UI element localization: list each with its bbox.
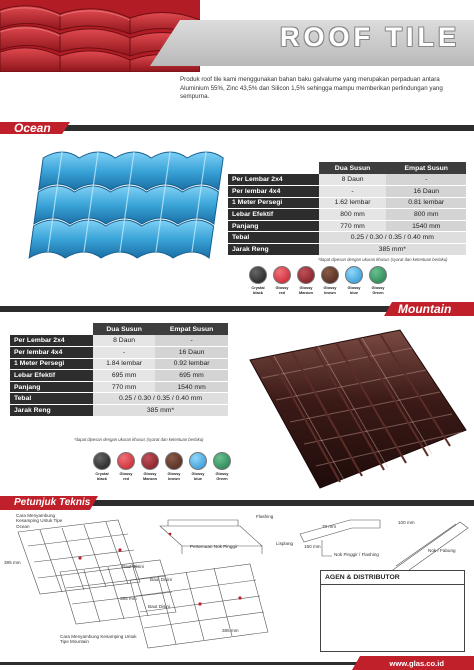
label-lisplang: Lisplang bbox=[276, 541, 294, 546]
mountain-color-swatches bbox=[92, 452, 232, 481]
swatch-name: Glossy blue bbox=[191, 471, 205, 481]
ocean-section-bar bbox=[0, 122, 474, 134]
row-label: Tebal bbox=[228, 232, 319, 244]
petunjuk-title: Petunjuk Teknis bbox=[14, 497, 91, 508]
table-row bbox=[10, 358, 228, 370]
cell-empat: 16 Daun bbox=[155, 347, 228, 359]
swatch-name: Glossy Maroon bbox=[142, 471, 158, 481]
swatch-name: Glossy Green bbox=[371, 285, 385, 295]
swatch-glossy-blue bbox=[188, 452, 208, 481]
table-row bbox=[10, 370, 228, 382]
swatch-glossy-brown bbox=[320, 266, 340, 295]
table-header-empty-susun: Empat Susun bbox=[386, 162, 466, 174]
label-nok-fabung: Nok / Fabung bbox=[428, 548, 456, 553]
label-nok-flashing: Nok Pinggir / Flashing bbox=[334, 552, 379, 557]
row-label: Per Lembar 2x4 bbox=[10, 335, 93, 347]
swatch-name: Glossy blue bbox=[347, 285, 361, 295]
table-row bbox=[228, 244, 466, 256]
page-title: ROOF TILE bbox=[280, 22, 460, 52]
label-baut-2: Baut Disini bbox=[150, 577, 172, 582]
swatch-name: Glossy red bbox=[275, 285, 289, 295]
table-row bbox=[228, 197, 466, 209]
label-nok-pinggir: Pertemuan Nok Pinggir bbox=[190, 544, 238, 549]
cell-empat: 695 mm bbox=[155, 370, 228, 382]
table-row bbox=[228, 209, 466, 221]
ocean-title: Ocean bbox=[14, 121, 51, 135]
mountain-spec-table bbox=[10, 323, 228, 417]
table-row bbox=[10, 335, 228, 347]
swatch-glossy-red bbox=[116, 452, 136, 481]
table-row bbox=[10, 347, 228, 359]
cell-empat: 0.92 lembar bbox=[155, 358, 228, 370]
row-label: Lebar Efektif bbox=[10, 370, 93, 382]
swatch-dot bbox=[321, 266, 339, 284]
swatch-crystal-black bbox=[248, 266, 268, 295]
mountain-title: Mountain bbox=[398, 302, 452, 316]
swatch-name: Glossy Maroon bbox=[298, 285, 314, 295]
row-label: Lebar Efektif bbox=[228, 209, 319, 221]
swatch-glossy-green bbox=[212, 452, 232, 481]
swatch-dot bbox=[189, 452, 207, 470]
swatch-glossy-red bbox=[272, 266, 292, 295]
cell-dua: - bbox=[319, 186, 387, 198]
swatch-name: Glossy red bbox=[119, 471, 133, 481]
table-row bbox=[228, 174, 466, 186]
row-label: Per Lembar 2x4 bbox=[228, 174, 319, 186]
label-ocean-overlap: Cara Menyambung Kesamping Untuk Tipe Ocean bbox=[16, 513, 63, 529]
cell-span: 385 mm* bbox=[93, 405, 228, 417]
cell-dua: - bbox=[93, 347, 155, 359]
lisplang-drawing bbox=[300, 520, 380, 556]
swatch-name: Glossy brown bbox=[167, 471, 181, 481]
swatch-glossy-brown bbox=[164, 452, 184, 481]
cell-empat: - bbox=[155, 335, 228, 347]
cell-empat: 1540 mm bbox=[386, 220, 466, 232]
swatch-name: Glossy Green bbox=[215, 471, 229, 481]
swatch-crystal-black bbox=[92, 452, 112, 481]
swatch-name: Glossy brown bbox=[323, 285, 337, 295]
table-row bbox=[228, 186, 466, 198]
swatch-dot bbox=[213, 452, 231, 470]
label-dim-70: 70 mm bbox=[322, 524, 337, 529]
row-label: 1 Meter Persegi bbox=[228, 197, 319, 209]
mountain-tile-image bbox=[230, 320, 470, 492]
row-label: Jarak Reng bbox=[10, 405, 93, 417]
cell-span: 0.25 / 0.30 / 0.35 / 0.40 mm bbox=[93, 393, 228, 405]
swatch-name: Crystal black bbox=[95, 471, 109, 481]
table-row bbox=[228, 220, 466, 232]
mountain-footnote: *dapat dipesan dengan ukuran khusus (syarat dan ketentuan berlaku) bbox=[74, 437, 204, 442]
swatch-dot bbox=[369, 266, 387, 284]
table-header-dua-susun: Dua Susun bbox=[319, 162, 387, 174]
cell-empat: 800 mm bbox=[386, 209, 466, 221]
cell-dua: 800 mm bbox=[319, 209, 387, 221]
label-baut-1: Baut Disini bbox=[122, 564, 144, 569]
swatch-dot bbox=[165, 452, 183, 470]
agen-distributor-box bbox=[320, 570, 465, 652]
intro-text: Produk roof tile kami menggunakan bahan baku galvalume yang merupakan perpaduan antara Aluminium 55%, Zinc 43,5% dan Silicon 1,5% sehingga mampu memberikan perlindungan yang sempurna. bbox=[180, 76, 443, 101]
row-label: Jarak Reng bbox=[228, 244, 319, 256]
cell-empat: 0.81 lembar bbox=[386, 197, 466, 209]
swatch-name: Crystal black bbox=[251, 285, 265, 295]
label-baut-3: Baut Disini bbox=[148, 604, 170, 609]
cell-empat: 1540 mm bbox=[155, 381, 228, 393]
swatch-glossy-maroon bbox=[296, 266, 316, 295]
cell-dua: 695 mm bbox=[93, 370, 155, 382]
swatch-dot bbox=[117, 452, 135, 470]
table-header-empat-susun: Empat Susun bbox=[155, 323, 228, 335]
website-link[interactable]: www.glas.co.id bbox=[389, 659, 444, 668]
ocean-tile-image bbox=[6, 138, 224, 288]
ocean-footnote: *dapat dipesan dengan ukuran khusus (syarat dan ketentuan berlaku) bbox=[318, 257, 448, 262]
cell-dua: 8 Daun bbox=[319, 174, 387, 186]
table-row bbox=[10, 393, 228, 405]
swatch-dot bbox=[345, 266, 363, 284]
cell-dua: 8 Daun bbox=[93, 335, 155, 347]
table-header-empty bbox=[10, 323, 93, 335]
table-row bbox=[10, 405, 228, 417]
swatch-dot bbox=[141, 452, 159, 470]
swatch-dot bbox=[93, 452, 111, 470]
row-label: Per lembar 4x4 bbox=[10, 347, 93, 359]
row-label: Per lembar 4x4 bbox=[228, 186, 319, 198]
label-dim-100: 100 mm bbox=[398, 520, 415, 525]
cell-dua: 770 mm bbox=[93, 381, 155, 393]
label-flashing: Flashing bbox=[256, 514, 274, 519]
row-label: Panjang bbox=[10, 381, 93, 393]
swatch-glossy-blue bbox=[344, 266, 364, 295]
label-mountain-overlap: Cara Menyambung Kesamping Untuk Tipe Mountain bbox=[60, 634, 137, 645]
agen-title: AGEN & DISTRIBUTOR bbox=[321, 571, 464, 585]
swatch-dot bbox=[297, 266, 315, 284]
swatch-glossy-maroon bbox=[140, 452, 160, 481]
label-dim-385c: 385 mm bbox=[222, 628, 239, 633]
label-dim-150: 150 mm bbox=[304, 544, 321, 549]
cell-span: 385 mm* bbox=[319, 244, 466, 256]
table-row bbox=[10, 381, 228, 393]
table-header-row bbox=[10, 323, 228, 335]
ocean-spec-table bbox=[228, 162, 466, 256]
table-header-row bbox=[228, 162, 466, 174]
table-header-dua-susun: Dua Susun bbox=[93, 323, 155, 335]
cell-empat: - bbox=[386, 174, 466, 186]
cell-dua: 770 mm bbox=[319, 220, 387, 232]
label-dim-385b: 385 mm bbox=[120, 596, 137, 601]
cell-dua: 1.62 lembar bbox=[319, 197, 387, 209]
row-label: 1 Meter Persegi bbox=[10, 358, 93, 370]
swatch-glossy-green bbox=[368, 266, 388, 295]
swatch-dot bbox=[249, 266, 267, 284]
row-label: Tebal bbox=[10, 393, 93, 405]
table-row bbox=[228, 232, 466, 244]
label-dim-385a: 385 mm bbox=[4, 560, 21, 565]
swatch-dot bbox=[273, 266, 291, 284]
cell-span: 0.25 / 0.30 / 0.35 / 0.40 mm bbox=[319, 232, 466, 244]
cell-empat: 16 Daun bbox=[386, 186, 466, 198]
ocean-color-swatches bbox=[248, 266, 388, 295]
table-header-empty bbox=[228, 162, 319, 174]
row-label: Panjang bbox=[228, 220, 319, 232]
cell-dua: 1.84 lembar bbox=[93, 358, 155, 370]
